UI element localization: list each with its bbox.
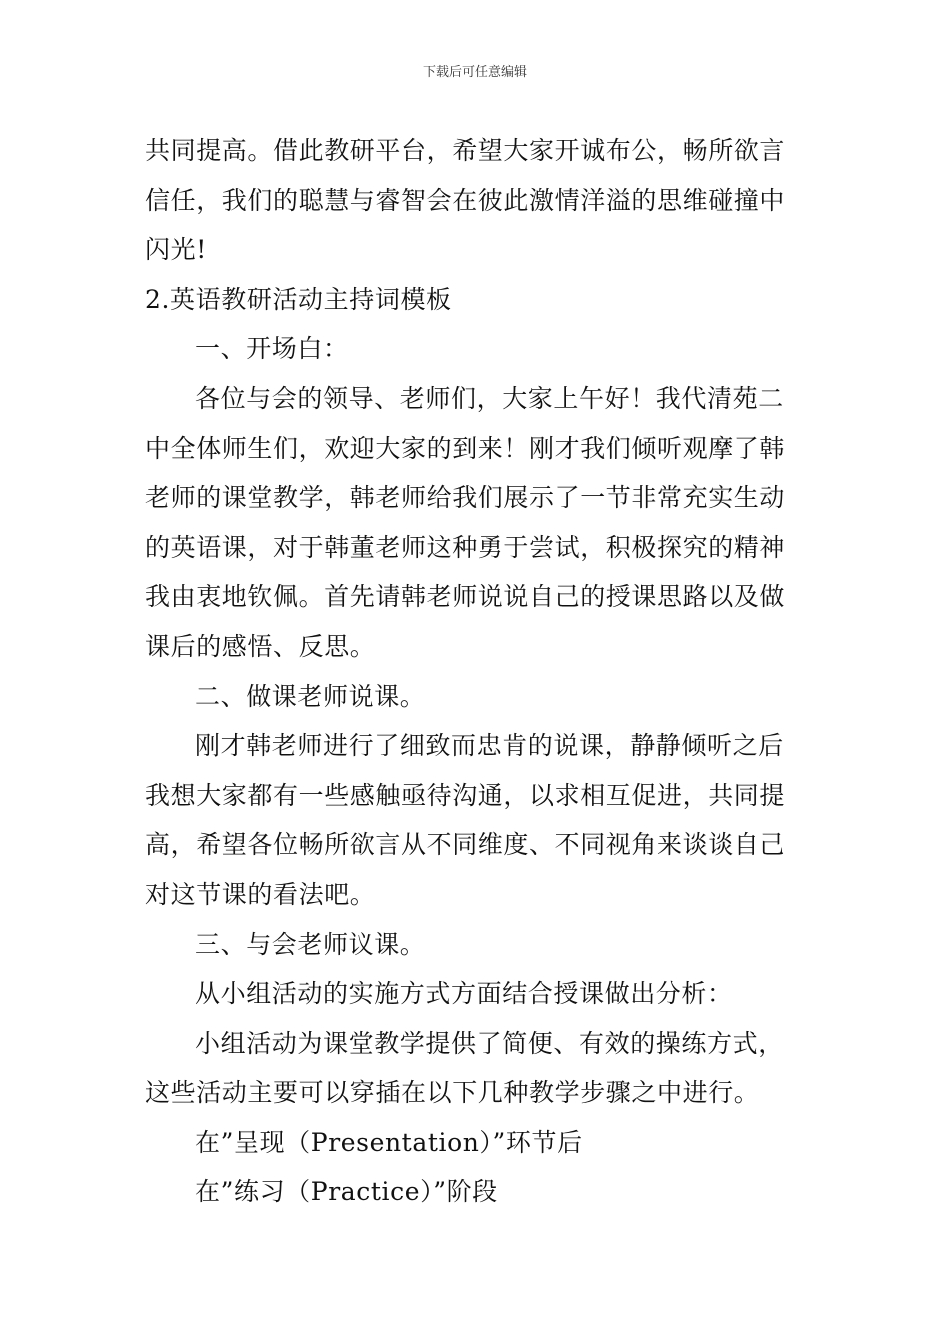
- text-line: 我由衷地钦佩。首先请韩老师说说自己的授课思路以及做: [145, 582, 786, 612]
- text-line: 这些活动主要可以穿插在以下几种教学步骤之中进行。: [145, 1078, 760, 1108]
- text-line: 我想大家都有一些感触亟待沟通，以求相互促进，共同提: [145, 780, 786, 810]
- text-line: 各位与会的领导、老师们，大家上午好！我代清苑二: [195, 383, 784, 413]
- document-body: [145, 126, 810, 1217]
- text-line: 的英语课，对于韩董老师这种勇于尝试，积极探究的精神: [145, 532, 786, 562]
- text-line: 信任，我们的聪慧与睿智会在彼此激情洋溢的思维碰撞中: [145, 185, 786, 215]
- text-line: 小组活动为课堂教学提供了简便、有效的操练方式，: [195, 1028, 784, 1058]
- text-line: 老师的课堂教学，韩老师给我们展示了一节非常充实生动: [145, 483, 786, 513]
- text-line: 从小组活动的实施方式方面结合授课做出分析：: [195, 979, 733, 1009]
- text-line: 在”呈现（Presentation）”环节后: [195, 1127, 583, 1157]
- text-line: 对这节课的看法吧。: [145, 879, 376, 909]
- page-header: 下载后可任意编辑: [422, 65, 527, 80]
- text-line: 三、与会老师议课。: [195, 929, 426, 959]
- text-line: 在”练习（Practice）”阶段: [195, 1177, 498, 1207]
- text-line: 高，希望各位畅所欲言从不同维度、不同视角来谈谈自己: [145, 830, 786, 860]
- text-line: 刚才韩老师进行了细致而忠肯的说课，静静倾听之后: [195, 731, 784, 761]
- text-line: 一、开场白：: [195, 334, 349, 364]
- text-line: 共同提高。借此教研平台，希望大家开诚布公，畅所欲言: [145, 136, 786, 165]
- text-line: 中全体师生们，欢迎大家的到来！刚才我们倾听观摩了韩: [145, 433, 786, 463]
- text-line: 课后的感悟、反思。: [145, 631, 376, 661]
- section-heading: 2.英语教研活动主持词模板: [145, 284, 452, 314]
- text-line: 二、做课老师说课。: [195, 681, 426, 711]
- text-line: 闪光!: [145, 235, 207, 265]
